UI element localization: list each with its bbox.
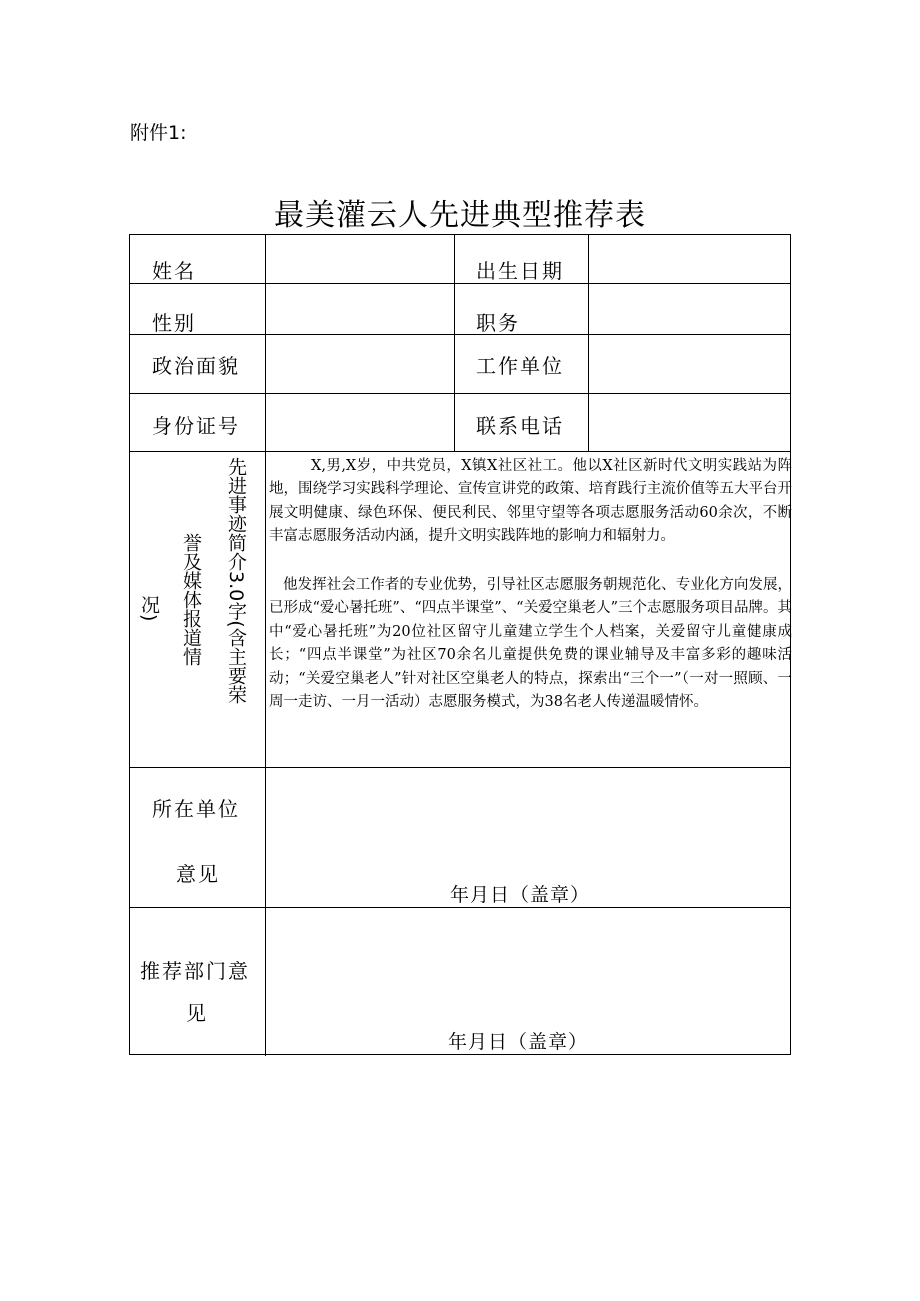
recommend-opinion-label-line2: 见 <box>186 1001 208 1025</box>
deeds-paragraph-1: X,男,X岁，中共党员，X镇X社区社工。他以X社区新时代文明实践站为阵地，围绕学习实践科学理论、宣传宣讲党的政策、培育践行主流价值等五大平台开展文明健康、绿色环保、便民利民、邻里守望等各项志愿服务活动60余次，不断丰富志愿服务活动内涵，提升文明实践阵地的影响力和辐射力。 <box>269 458 792 545</box>
row-divider <box>130 451 790 452</box>
recommendation-form-table <box>129 234 791 1055</box>
name-label: 姓名 <box>152 259 196 283</box>
attachment-label: 附件1: <box>130 122 187 144</box>
deeds-label-column-3: 况) <box>138 595 160 622</box>
id-number-label: 身份证号 <box>152 414 240 438</box>
unit-date-stamp: 年月日（盖章） <box>450 884 591 906</box>
birth-date-label: 出生日期 <box>476 259 564 283</box>
political-status-label: 政治面貌 <box>152 354 240 378</box>
position-label: 职务 <box>476 311 520 335</box>
column-divider <box>454 235 455 451</box>
phone-label: 联系电话 <box>476 414 564 438</box>
row-divider <box>130 283 790 284</box>
deeds-label-column-2: 誉及媒体报道情 <box>180 533 202 666</box>
deeds-paragraph-2: 他发挥社会工作者的专业优势，引导社区志愿服务朝规范化、专业化方向发展，已形成“爱心暑托班”、“四点半课堂”、“关爱空巢老人”三个志愿服务项目品牌。其中“爱心暑托班”为20位社区留守儿童建立学生个人档案，关爱留守儿童健康成长；“四点半课堂”为社区70余名儿童提供免费的课业辅导及丰富多彩的趣味活动；“关爱空巢老人”针对社区空巢老人的特点，探索出“三个一”（一对一照顾、一周一走访、一月一活动）志愿服务模式，为38名老人传递温暖情怀。 <box>269 577 792 711</box>
row-divider <box>130 334 790 335</box>
column-divider <box>265 235 266 1056</box>
recommend-date-stamp: 年月日（盖章） <box>448 1031 589 1053</box>
row-divider <box>130 393 790 394</box>
row-divider <box>130 907 790 908</box>
unit-opinion-label-line2: 意见 <box>176 862 220 886</box>
column-divider <box>588 235 589 451</box>
work-unit-label: 工作单位 <box>476 354 564 378</box>
row-divider <box>130 767 790 768</box>
gender-label: 性别 <box>152 311 196 335</box>
deeds-label-column-1: 先进事迹简介3.0字(含主要荣 <box>225 457 247 704</box>
form-title: 最美灌云人先进典型推荐表 <box>274 198 646 233</box>
unit-opinion-label-line1: 所在单位 <box>152 797 240 821</box>
recommend-opinion-label-line1: 推荐部门意 <box>140 959 250 983</box>
